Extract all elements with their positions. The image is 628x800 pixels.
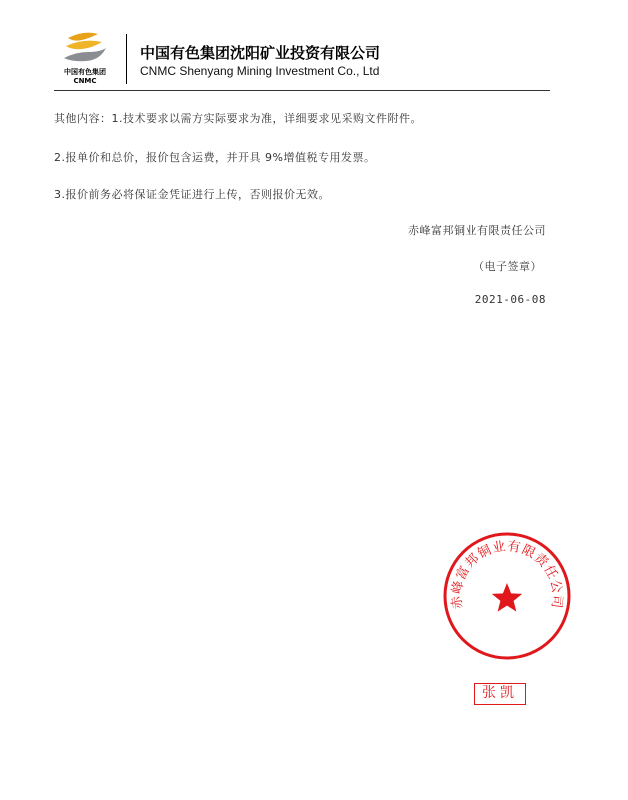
content-line-1: 其他内容：1.技术要求以需方实际要求为准，详细要求见采购文件附件。	[54, 112, 422, 125]
company-name-en: CNMC Shenyang Mining Investment Co., Ltd	[140, 64, 380, 78]
signature-date: 2021-06-08	[474, 293, 546, 306]
seal-star-icon	[492, 583, 522, 612]
electronic-signature-label: （电子签章）	[473, 260, 542, 273]
name-stamp: 张凯	[474, 683, 526, 705]
signer-company: 赤峰富邦铜业有限责任公司	[408, 224, 546, 237]
content-line-2: 2.报单价和总价，报价包含运费，并开具 9%增值税专用发票。	[54, 151, 376, 164]
cnmc-logo	[54, 28, 124, 90]
seal-text: 赤峰富邦铜业有限责任公司	[449, 539, 565, 610]
company-seal	[441, 530, 573, 662]
content-line-3: 3.报价前务必将保证金凭证进行上传，否则报价无效。	[54, 188, 330, 201]
letterhead	[54, 28, 550, 90]
header-rule	[54, 90, 550, 91]
cnmc-logo-mark-icon	[54, 28, 116, 68]
logo-text-cn: 中国有色集团	[64, 68, 106, 76]
header-divider	[126, 34, 127, 84]
company-name-cn: 中国有色集团沈阳矿业投资有限公司	[140, 44, 381, 62]
logo-text-en: CNMC	[73, 77, 97, 85]
